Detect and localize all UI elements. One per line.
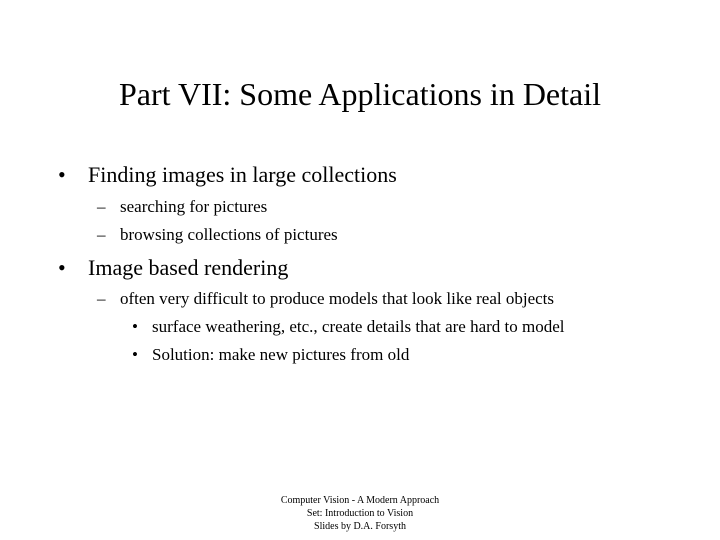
sub-bullet-text: browsing collections of pictures [120, 225, 338, 244]
dash-marker: – [97, 289, 106, 308]
bullet-marker: • [58, 255, 66, 280]
bullet-marker: • [132, 345, 138, 364]
bullet-text: Image based rendering [88, 255, 289, 280]
bullet-marker: • [132, 317, 138, 336]
bullet-marker: • [58, 162, 66, 187]
dash-marker: – [97, 197, 106, 216]
footer-line: Set: Introduction to Vision [306, 508, 414, 519]
sub-sub-bullet-text: surface weathering, etc., create details that are hard to model [152, 317, 565, 336]
sub-sub-bullet-text: Solution: make new pictures from old [152, 345, 410, 364]
footer-line: Slides by D.A. Forsyth [314, 521, 406, 532]
footer-line: Computer Vision - A Modern Approach [280, 495, 440, 506]
slide-title: Part VII: Some Applications in Detail [118, 76, 601, 112]
bullet-text: Finding images in large collections [88, 162, 397, 187]
slide-footer [240, 494, 480, 533]
dash-marker: – [97, 225, 106, 244]
sub-bullet-text: searching for pictures [120, 197, 268, 216]
sub-bullet-text: often very difficult to produce models that look like real objects [120, 289, 555, 308]
